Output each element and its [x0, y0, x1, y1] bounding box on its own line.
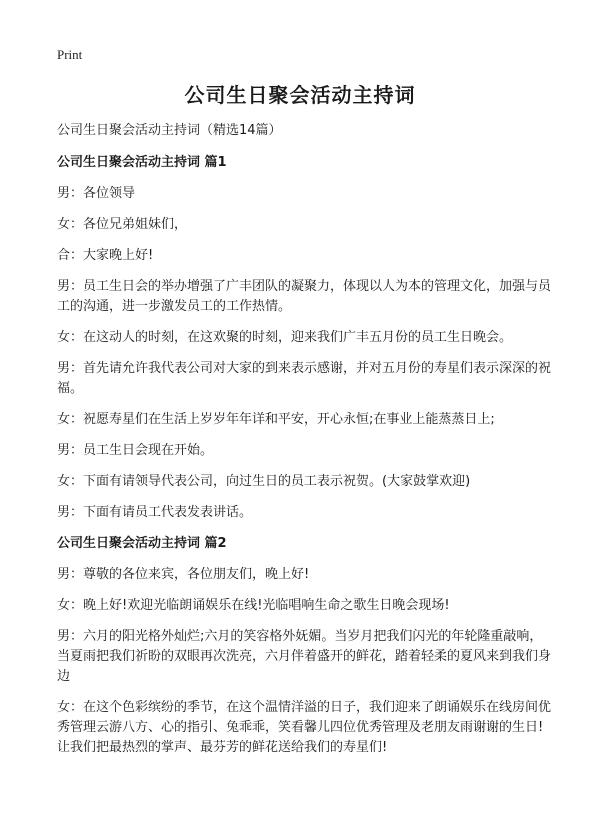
- paragraph: 女：在这个色彩缤纷的季节，在这个温情洋溢的日子，我们迎来了朗诵娱乐在线房间优秀管理云游八方、心的指引、兔乖乖，笑看馨儿四位优秀管理及老朋友雨谢谢的生日!让我们把最热烈的掌声、最芬芳的鲜花送给我们的寿星们!: [57, 700, 552, 755]
- paragraph: 合：大家晚上好!: [57, 248, 154, 263]
- section-heading: 公司生日聚会活动主持词 篇2: [57, 536, 227, 551]
- paragraph: 女：各位兄弟姐妹们，: [57, 217, 188, 232]
- paragraph: 女：在这动人的时刻，在这欢聚的时刻，迎来我们广丰五月份的员工生日晚会。: [57, 330, 513, 345]
- paragraph: 男：下面有请员工代表发表讲话。: [57, 505, 253, 520]
- document-body: [57, 121, 552, 769]
- paragraph: 女：祝愿寿星们在生活上岁岁年年详和平安，开心永恒;在事业上能蒸蒸日上;: [57, 412, 495, 427]
- paragraph: 男：各位领导: [57, 186, 136, 201]
- section-heading: 公司生日聚会活动主持词 篇1: [57, 155, 227, 170]
- paragraph: 男：员工生日会现在开始。: [57, 443, 214, 458]
- paragraph: 男：尊敬的各位来宾，各位朋友们，晚上好!: [57, 567, 310, 582]
- paragraph: 男：首先请允许我代表公司对大家的到来表示感谢，并对五月份的寿星们表示深深的祝福。: [57, 361, 552, 396]
- paragraph: 女：下面有请领导代表公司，向过生日的员工表示祝贺。(大家鼓掌欢迎): [57, 474, 471, 489]
- document-title: 公司生日聚会活动主持词: [184, 83, 416, 107]
- paragraph: 男：员工生日会的举办增强了广丰团队的凝聚力，体现以人为本的管理文化，加强与员工的沟通，进一步激发员工的工作热情。: [57, 279, 552, 314]
- paragraph: 女：晚上好!欢迎光临朗诵娱乐在线!光临唱响生命之歌生日晚会现场!: [57, 598, 450, 613]
- print-label[interactable]: Print: [57, 47, 83, 62]
- document-subtitle: 公司生日聚会活动主持词（精选14篇）: [57, 123, 282, 138]
- paragraph: 男：六月的阳光格外灿烂;六月的笑容格外妩媚。当岁月把我们闪光的年轮隆重敲响，当夏雨把我们祈盼的双眼再次洗亮，六月伴着盛开的鲜花，踏着轻柔的夏风来到我们身边: [57, 629, 552, 684]
